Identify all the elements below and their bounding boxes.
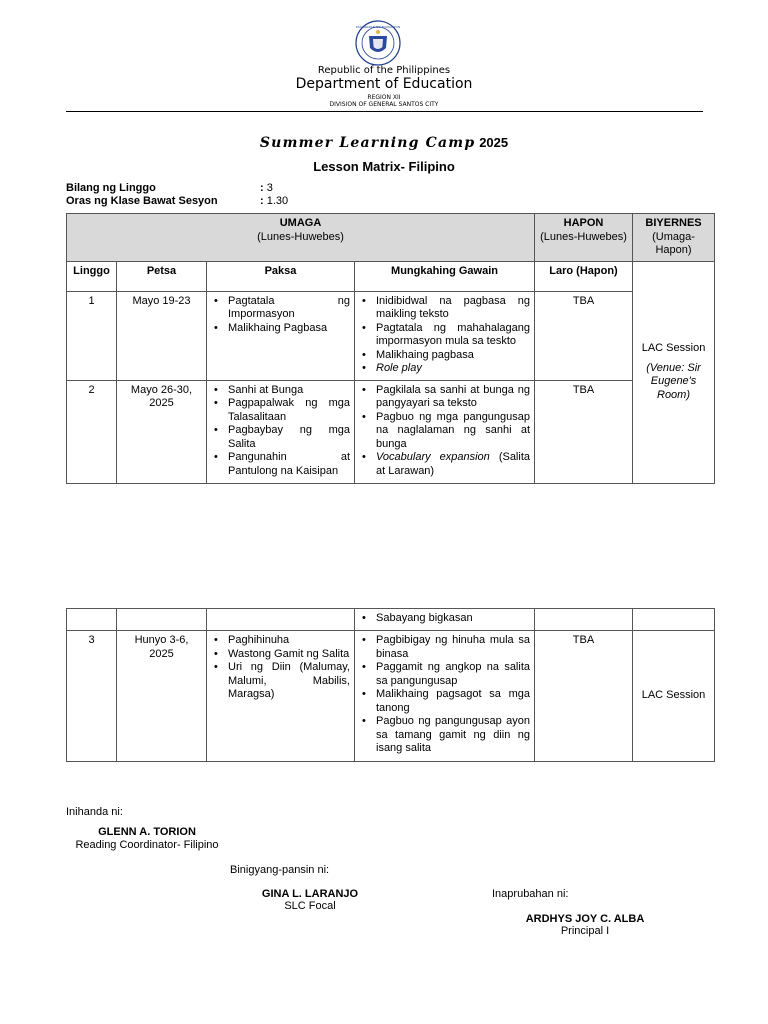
deped-seal-icon <box>355 20 401 66</box>
list-item: • Pagkilala sa sanhi at bunga ng pangyayari sa teksto <box>359 384 530 411</box>
biyernes-header: BIYERNES (Umaga-Hapon) <box>633 214 715 262</box>
table-row <box>67 380 715 483</box>
empty-cell <box>117 609 207 631</box>
col-paksa: Paksa <box>207 261 355 291</box>
topics-cell <box>207 631 355 762</box>
empty-cell <box>633 609 715 631</box>
list-item: • Uri ng Diin (Malumay, Malumi, Mabilis, Maragsa) <box>211 661 350 702</box>
lac-session-label: LAC Session <box>641 342 706 354</box>
list-item: • Paghihinuha <box>211 634 350 648</box>
list-item: • Pagtatala ng Impormasyon <box>211 295 350 322</box>
list-item: • Role play <box>359 362 530 376</box>
umaga-header: UMAGA (Lunes-Huwebes) <box>67 214 535 262</box>
col-petsa: Petsa <box>117 261 207 291</box>
approved-title: Principal I <box>560 925 610 937</box>
lac-session-cell <box>633 261 715 483</box>
region-line: REGION XII <box>367 94 401 101</box>
empty-cell <box>207 609 355 631</box>
topics-cell <box>207 380 355 483</box>
camp-title <box>0 134 768 151</box>
lesson-matrix-table <box>66 213 715 484</box>
list-item: • Sabayang bigkasan <box>359 612 530 626</box>
prepared-signatory <box>66 826 228 838</box>
approved-name: ARDHYS JOY C. ALBA <box>525 913 645 925</box>
list-item: • Vocabulary expansion (Salita at Larawan) <box>359 451 530 478</box>
approved-signatory <box>510 913 660 937</box>
list-item: • Pangunahin at Pantulong na Kaisipan <box>211 451 350 478</box>
list-item: • Inidibidwal na pagbasa ng maikling teksto <box>359 295 530 322</box>
department-name: Department of Education <box>295 76 473 92</box>
table-row <box>67 291 715 380</box>
republic-line: Republic of the Philippines <box>317 65 451 76</box>
lac-venue: (Venue: Sir Eugene's Room) <box>646 361 701 401</box>
col-gawain: Mungkahing Gawain <box>355 261 535 291</box>
date-cell: Mayo 19-23 <box>117 291 207 380</box>
lac-session-cell: LAC Session <box>633 631 715 762</box>
class-hours-value: 1.30 <box>266 195 289 207</box>
list-item: • Wastong Gamit ng Salita <box>211 648 350 662</box>
laro-cell: TBA <box>535 631 633 762</box>
laro-cell: TBA <box>535 380 633 483</box>
activities-cell <box>355 631 535 762</box>
header-divider <box>66 111 703 112</box>
week-count-row: Bilang ng Linggo : 3 <box>66 182 273 194</box>
list-item: • Sanhi at Bunga <box>211 384 350 398</box>
division-line: DIVISION OF GENERAL SANTOS CITY <box>329 101 439 108</box>
table-row <box>67 609 715 631</box>
list-item: • Pagbuo ng mga pangungusap na naglalaman ng sanhi at bunga <box>359 411 530 452</box>
empty-cell <box>67 609 117 631</box>
camp-name: Summer Learning Camp <box>259 135 476 151</box>
list-item: • Malikhaing Pagbasa <box>211 322 350 336</box>
col-linggo: Linggo <box>67 261 117 291</box>
empty-cell <box>535 609 633 631</box>
activities-cell <box>355 380 535 483</box>
date-cell: Mayo 26-30, 2025 <box>117 380 207 483</box>
laro-cell: TBA <box>535 291 633 380</box>
activities-cell <box>355 291 535 380</box>
week-cell: 3 <box>67 631 117 762</box>
table-row <box>67 631 715 762</box>
list-item: • Pagpapalwak ng mga Talasalitaan <box>211 397 350 424</box>
col-laro: Laro (Hapon) <box>535 261 633 291</box>
list-item: • Malikhaing pagbasa <box>359 349 530 363</box>
topics-cell <box>207 291 355 380</box>
svg-text:KAGAWARAN NG EDUKASYON: KAGAWARAN NG EDUKASYON <box>355 25 401 29</box>
week-count-value: 3 <box>266 182 273 194</box>
prepared-label: Inihanda ni: <box>66 806 123 818</box>
class-hours-label: Oras ng Klase Bawat Sesyon <box>66 195 218 207</box>
activities-cell <box>355 609 535 631</box>
approved-label: Inaprubahan ni: <box>492 888 569 900</box>
list-item: • Pagbuo ng pangungusap ayon sa tamang gamit ng diin ng isang salita <box>359 715 530 756</box>
week-cell: 1 <box>67 291 117 380</box>
list-item: • Malikhaing pagsagot sa mga tanong <box>359 688 530 715</box>
list-item: • Pagbaybay ng mga Salita <box>211 424 350 451</box>
week-cell: 2 <box>67 380 117 483</box>
noted-title: SLC Focal <box>284 900 336 912</box>
noted-label: Binigyang-pansin ni: <box>230 864 330 876</box>
matrix-title: Lesson Matrix- Filipino <box>313 159 455 174</box>
noted-name: GINA L. LARANJO <box>261 888 359 900</box>
camp-year: 2025 <box>479 135 509 150</box>
lesson-matrix-table-continued <box>66 608 715 762</box>
prepared-title: Reading Coordinator- Filipino <box>75 839 219 851</box>
noted-signatory <box>230 888 390 912</box>
prepared-name: GLENN A. TORION <box>98 826 196 838</box>
list-item: • Pagbibigay ng hinuha mula sa binasa <box>359 634 530 661</box>
week-count-label: Bilang ng Linggo <box>66 182 156 194</box>
class-hours-row: Oras ng Klase Bawat Sesyon : 1.30 <box>66 195 289 207</box>
date-cell: Hunyo 3-6, 2025 <box>117 631 207 762</box>
list-item: • Paggamit ng angkop na salita sa pangungusap <box>359 661 530 688</box>
list-item: • Pagtatala ng mahahalagang impormasyon mula sa teskto <box>359 322 530 349</box>
hapon-header: HAPON (Lunes-Huwebes) <box>535 214 633 262</box>
